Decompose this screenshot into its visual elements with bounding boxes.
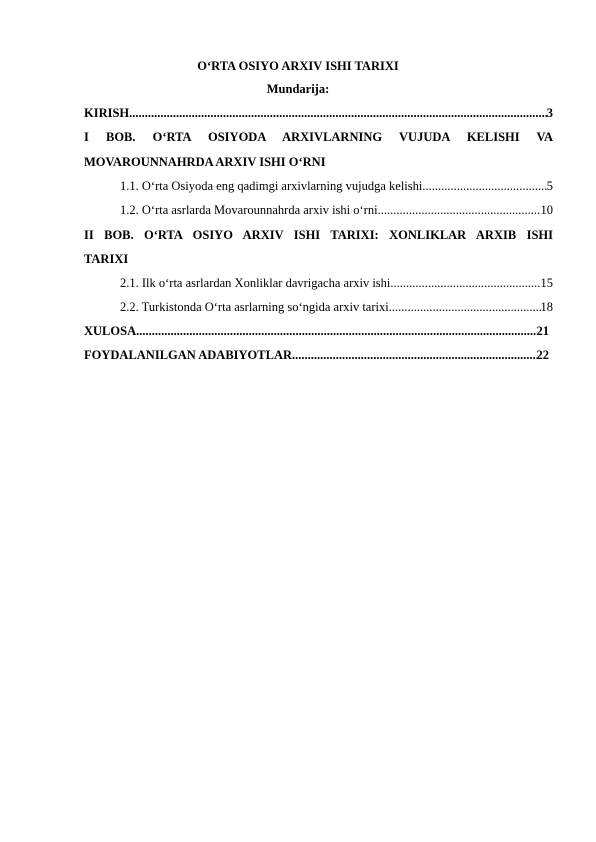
toc-entry-xulosa[interactable]	[84, 324, 549, 339]
toc-entry-page: 3	[546, 106, 553, 120]
toc-chapter-2-line1[interactable]: II BOB. O‘RTA OSIYO ARXIV ISHI TARIXI: XONLIKLAR ARXIB ISHI	[84, 228, 553, 242]
toc-leader-dots	[390, 276, 540, 291]
toc-leader-dots	[292, 348, 536, 363]
toc-chapter-1-line2[interactable]: MOVAROUNNAHRDA ARXIV ISHI O‘RNI	[84, 155, 326, 169]
toc-entry-bibliography[interactable]	[84, 348, 549, 363]
toc-entry-2-1[interactable]	[120, 276, 553, 291]
toc-entry-page: 22	[536, 348, 549, 362]
toc-heading: Mundarija:	[266, 82, 330, 96]
toc-entry-page: 5	[546, 179, 553, 193]
toc-leader-dots	[136, 324, 536, 339]
toc-entry-page: 21	[536, 324, 549, 338]
toc-entry-text: KIRISH	[84, 106, 130, 120]
toc-chapter-2-line2[interactable]: TARIXI	[84, 252, 129, 266]
toc-entry-page: 10	[540, 203, 553, 217]
toc-entry-text: XULOSA	[84, 324, 137, 338]
toc-entry-1-2[interactable]	[120, 203, 553, 218]
toc-chapter-1-line1[interactable]: I BOB. O‘RTA OSIYODA ARXIVLARNING VUJUDA KELISHI VA	[84, 130, 553, 144]
toc-entry-text: 1.1. O‘rta Osiyoda eng qadimgi arxivlarning vujudga kelishi	[120, 179, 423, 193]
document-title: O‘RTA OSIYO ARXIV ISHI TARIXI	[197, 59, 399, 73]
toc-entry-text: FOYDALANILGAN ADABIYOTLAR	[84, 348, 293, 362]
toc-entry-text: 1.2. O‘rta asrlarda Movarounnahrda arxiv ishi o‘rni	[120, 203, 378, 217]
toc-leader-dots	[378, 203, 541, 218]
toc-entry-1-1[interactable]	[120, 179, 553, 194]
toc-entry-2-2[interactable]	[120, 300, 553, 315]
toc-leader-dots	[422, 179, 546, 194]
toc-leader-dots	[389, 300, 541, 315]
toc-entry-text: 2.1. Ilk o‘rta asrlardan Xonliklar davrigacha arxiv ishi	[120, 276, 391, 290]
toc-entry-page: 15	[540, 276, 553, 290]
toc-leader-dots	[129, 106, 547, 121]
toc-entry-text: 2.2. Turkistonda O‘rta asrlarning so‘ngida arxiv tarixi	[120, 300, 389, 314]
toc-entry-page: 18	[540, 300, 553, 314]
toc-entry-kirish[interactable]	[84, 106, 553, 121]
